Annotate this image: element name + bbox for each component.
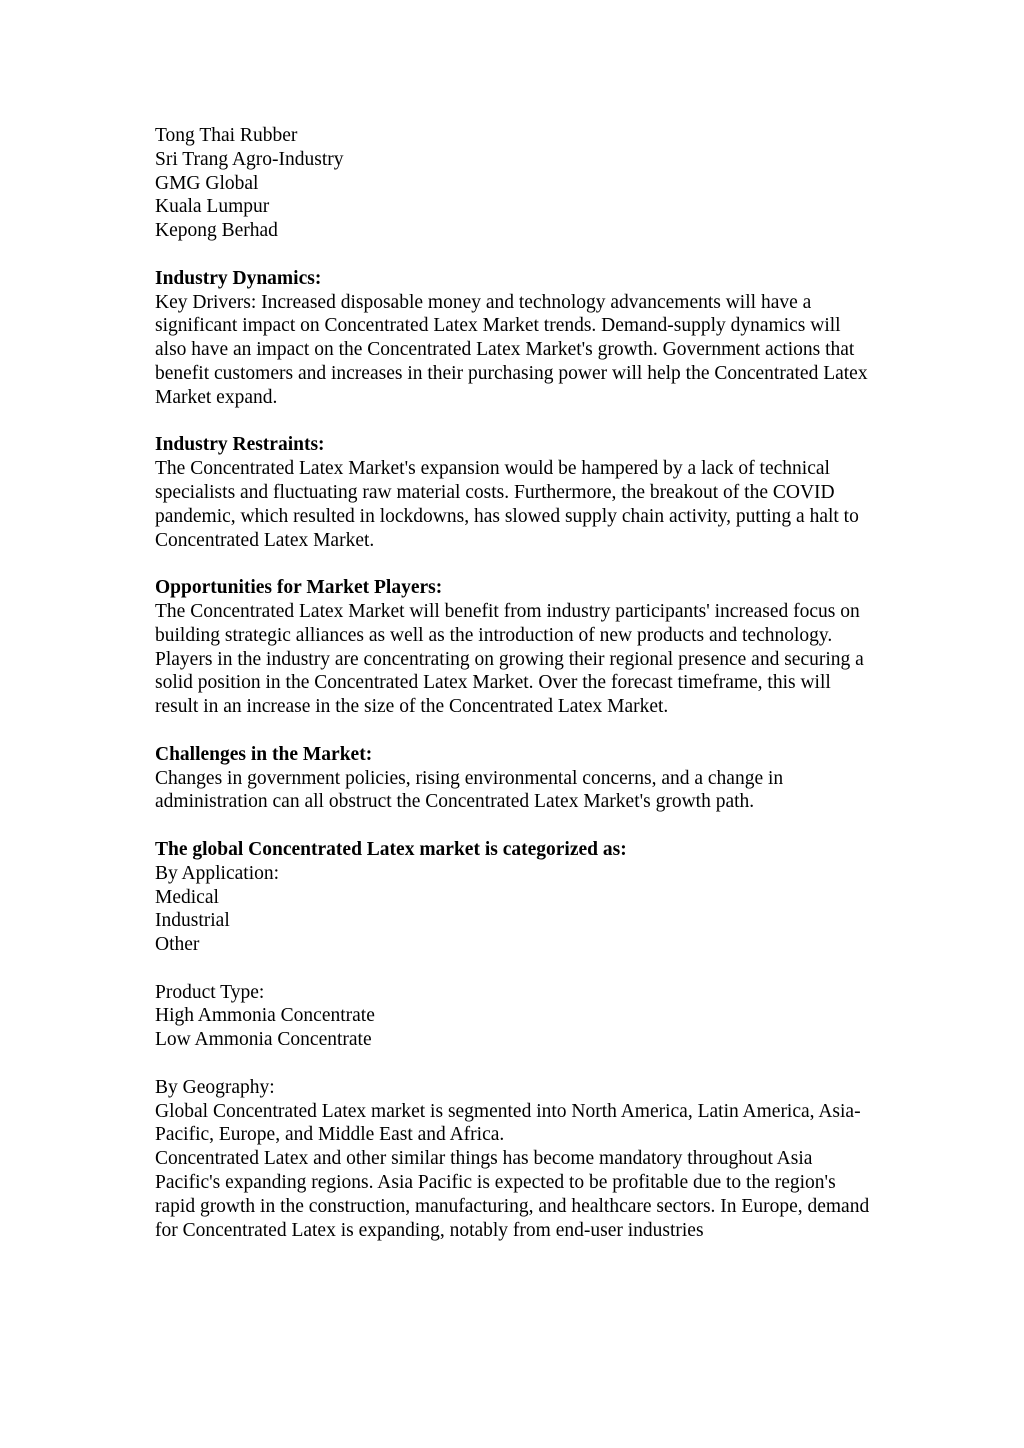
company-item: GMG Global xyxy=(155,172,259,194)
spacer xyxy=(155,243,875,267)
product-type-item: Low Ammonia Concentrate xyxy=(155,1029,372,1051)
geography-detail: Concentrated Latex and other similar things has become mandatory throughout Asia Pacific's expanding regions. Asia Pacific is expected to be profitable due to the region's rapid growth in the construction, manufacturing, and healthcare sectors. In Europe, demand for Concentrated Latex is expanding, notably from end-user industries xyxy=(155,1148,870,1241)
opportunities-section xyxy=(155,576,875,719)
section-heading: The global Concentrated Latex market is categorized as: xyxy=(155,838,627,860)
challenges-section xyxy=(155,743,875,814)
application-label: By Application: xyxy=(155,862,280,884)
spacer xyxy=(155,957,875,981)
industry-restraints-section xyxy=(155,433,875,552)
application-item: Industrial xyxy=(155,910,230,932)
section-heading: Industry Dynamics: xyxy=(155,267,322,289)
spacer xyxy=(155,1052,875,1076)
geography-label: By Geography: xyxy=(155,1076,275,1098)
section-body: The Concentrated Latex Market will benefit from industry participants' increased focus on building strategic alliances as well as the introduction of new products and technology. Players in the industry are concentrating on growing their regional presence and securing a solid position in the Concentrated Latex Market. Over the forecast timeframe, this will result in an increase in the size of the Concentrated Latex Market. xyxy=(155,600,864,718)
application-item: Medical xyxy=(155,886,219,908)
section-heading: Opportunities for Market Players: xyxy=(155,577,443,599)
product-type-item: High Ammonia Concentrate xyxy=(155,1005,375,1027)
company-item: Kepong Berhad xyxy=(155,220,278,242)
section-body: Key Drivers: Increased disposable money and technology advancements will have a significant impact on Concentrated Latex Market trends. Demand-supply dynamics will also have an impact on the Concentrated Latex Market's growth. Government actions that benefit customers and increases in their purchasing power will help the Concentrated Latex Market expand. xyxy=(155,291,868,408)
section-body: The Concentrated Latex Market's expansion would be hampered by a lack of technical specialists and fluctuating raw material costs. Furthermore, the breakout of the COVID pandemic, which resulted in lockdowns, has slowed supply chain activity, putting a halt to Concentrated Latex Market. xyxy=(155,458,859,551)
application-item: Other xyxy=(155,934,200,956)
company-item: Sri Trang Agro-Industry xyxy=(155,148,344,170)
spacer xyxy=(155,552,875,576)
categorization-section xyxy=(155,838,875,1243)
product-type-label: Product Type: xyxy=(155,981,265,1003)
spacer xyxy=(155,410,875,434)
section-heading: Challenges in the Market: xyxy=(155,743,373,765)
geography-body: Global Concentrated Latex market is segmented into North America, Latin America, Asia-Pacific, Europe, and Middle East and Africa. xyxy=(155,1100,861,1146)
spacer xyxy=(155,814,875,838)
company-list xyxy=(155,124,875,243)
company-item: Kuala Lumpur xyxy=(155,196,270,218)
company-item: Tong Thai Rubber xyxy=(155,125,298,146)
document-page xyxy=(155,124,875,1242)
industry-dynamics-section xyxy=(155,267,875,410)
spacer xyxy=(155,719,875,743)
section-heading: Industry Restraints: xyxy=(155,434,325,456)
section-body: Changes in government policies, rising environmental concerns, and a change in administration can all obstruct the Concentrated Latex Market's growth path. xyxy=(155,767,784,813)
